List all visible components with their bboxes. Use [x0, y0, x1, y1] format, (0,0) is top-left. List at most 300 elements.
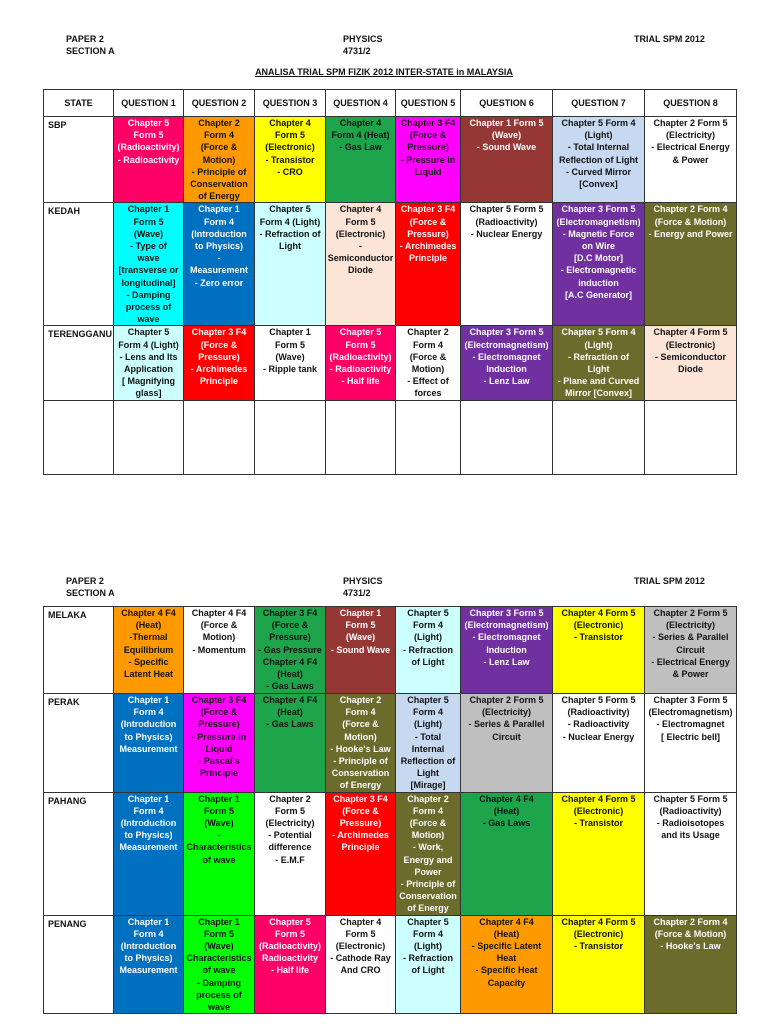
topic-cell [184, 117, 255, 203]
topic-line: - Archimedes [399, 241, 457, 252]
topic-line: induction [578, 277, 619, 288]
topic-line: (Electronic) [573, 805, 624, 816]
topic-cell [553, 117, 645, 203]
column-header-question-3: QUESTION 3 [255, 90, 326, 117]
topic-line: to Physics) [194, 241, 243, 252]
topic-cell [326, 915, 396, 1014]
topic-cell [396, 607, 461, 694]
topic-line: - Lenz Law [483, 376, 530, 387]
topic-line: [D.C Motor] [574, 253, 623, 264]
topic-line: Chapter 2 Form 4 [653, 204, 728, 215]
topic-line: - Refraction [402, 953, 453, 964]
topic-line: (Radioactivity) [659, 805, 722, 816]
topic-line: Heat [496, 953, 517, 964]
topic-cell [255, 400, 326, 474]
topic-cell [553, 400, 645, 474]
topic-line: Chapter 5 Form 5 [561, 695, 636, 705]
topic-line: - Electrical Energy [651, 656, 730, 667]
topic-line: - Transistor [573, 632, 623, 643]
topic-line: Chapter 1 [127, 793, 170, 804]
topic-line: (Force & [409, 818, 447, 829]
topic-line: Chapter 1 Form 5 [469, 118, 544, 128]
header-left [66, 33, 115, 57]
state-cell [44, 400, 114, 474]
topic-line: Chapter 5 Form 5 [469, 204, 544, 215]
header-center [343, 33, 383, 57]
table-row [44, 694, 737, 793]
topic-line: Form 5 [203, 805, 234, 816]
topic-line: Internal [411, 743, 445, 754]
topic-line: (Electronic) [573, 928, 624, 939]
topic-line: (Wave) [275, 351, 305, 362]
topic-line: Chapter 1 [198, 916, 240, 927]
topic-line: Chapter 3 F4 [333, 793, 388, 804]
topic-line: Conservation [190, 179, 248, 190]
topic-line: Chapter 5 Form 4 [561, 118, 636, 128]
header-paper: PAPER 2 [66, 34, 104, 44]
topic-line: - Sound Wave [330, 644, 391, 655]
topic-line: - CRO [277, 166, 303, 177]
topic-line: Chapter 4 Form 5 [561, 793, 636, 804]
topic-line: [A.C Generator] [564, 289, 632, 300]
topic-line: - Gas Laws [266, 719, 314, 730]
topic-line: Conservation [331, 768, 390, 779]
topic-line: Equilibrium [123, 644, 174, 655]
topic-line: Form 5 [274, 805, 305, 816]
topic-cell [184, 607, 255, 694]
topic-line: - Radioactivity [117, 154, 180, 165]
column-header-question-7: QUESTION 7 [553, 90, 645, 117]
analysis-table-1 [43, 89, 737, 475]
topic-line: glass] [135, 388, 162, 399]
topic-cell [645, 117, 737, 203]
topic-line: - Electromagnet [472, 632, 541, 643]
topic-line: Chapter 1 [198, 204, 240, 215]
topic-line: (Electromagnetism) [556, 216, 641, 227]
topic-line: Chapter 1 [127, 204, 170, 215]
topic-cell [114, 117, 184, 203]
table-row [44, 203, 737, 326]
topic-line: - Pressure in [191, 731, 247, 742]
topic-line: - Ripple tank [262, 364, 317, 375]
topic-line: Form 5 [274, 928, 305, 939]
topic-line: Form 4 [412, 620, 443, 631]
topic-line: - Radioactivity [567, 719, 630, 730]
header-left [66, 575, 115, 599]
topic-cell [255, 694, 326, 793]
topic-line: of wave [202, 854, 236, 865]
topic-line: Chapter 4 F4 [479, 916, 534, 927]
table-row [44, 400, 737, 474]
topic-line: -Thermal [129, 632, 168, 643]
topic-line: Measurement [119, 965, 178, 976]
topic-cell [645, 400, 737, 474]
topic-line: wave [137, 314, 160, 325]
topic-line: Form 4 [345, 707, 376, 718]
topic-line: - Archimedes [190, 364, 248, 375]
topic-line: Principle [341, 842, 380, 853]
topic-line: - Hooke's Law [330, 743, 391, 754]
topic-cell [114, 400, 184, 474]
topic-cell [645, 326, 737, 400]
topic-line: (Heat) [277, 669, 303, 680]
topic-cell [184, 694, 255, 793]
topic-line: Chapter 1 [127, 916, 170, 927]
topic-line: Chapter 2 Form 4 [653, 916, 728, 927]
topic-line: - Pressure in [400, 154, 456, 165]
topic-line: (Radioactivity) [258, 941, 321, 952]
topic-line: (Electronic) [335, 941, 386, 952]
topic-line: of wave [202, 965, 236, 976]
topic-line: Chapter 5 [339, 327, 382, 338]
topic-line: Chapter 4 F4 [262, 656, 318, 667]
topic-line: Chapter 3 F4 [400, 118, 456, 128]
topic-line: Reflection of [400, 756, 456, 767]
topic-line: - Principle of [191, 166, 247, 177]
topic-line: Chapter 2 Form 5 [653, 608, 728, 618]
topic-line: Induction [486, 364, 527, 375]
topic-line: Form 5 [203, 928, 234, 939]
topic-line: (Radioactivity) [329, 351, 392, 362]
topic-line: (Force & [409, 351, 447, 362]
topic-line: Chapter 5 [127, 118, 170, 128]
topic-line: Chapter 1 [127, 695, 170, 705]
topic-line: (Wave) [204, 941, 234, 952]
topic-line: Pressure) [339, 818, 382, 829]
topic-cell [645, 915, 737, 1014]
topic-cell [553, 607, 645, 694]
topic-line: Chapter 2 [198, 118, 240, 128]
topic-line: Application [124, 364, 173, 375]
topic-line: - Transistor [265, 154, 315, 165]
topic-line: Form 5 [345, 620, 376, 631]
topic-line: Form 5 [133, 130, 164, 141]
topic-cell [326, 694, 396, 793]
topic-cell [461, 915, 553, 1014]
topic-line: (Force & Motion) [654, 216, 727, 227]
topic-line: - Series & Parallel [652, 632, 729, 643]
topic-line: Measurement [119, 842, 178, 853]
topic-line: Diode [347, 265, 373, 276]
topic-line: process of [196, 989, 242, 1000]
page-2 [0, 520, 768, 1024]
topic-line: Chapter 4 [339, 118, 382, 128]
topic-line: Radioactivity [261, 953, 319, 964]
topic-line: Chapter 3 Form 5 [469, 327, 544, 338]
topic-line: - Semiconductor [654, 351, 726, 362]
topic-line: Measurement [189, 265, 249, 276]
topic-line: - Principle of [400, 879, 456, 890]
table-header-row [44, 90, 737, 117]
topic-line: Form 4 (Light) [259, 216, 321, 227]
topic-cell [461, 117, 553, 203]
topic-line: - Specific Latent [471, 941, 542, 952]
topic-line: process of [125, 302, 172, 313]
topic-line: - Half life [341, 376, 380, 387]
topic-line: (Electromagnetism) [464, 620, 549, 631]
topic-line: of Energy [407, 903, 449, 914]
analysis-table-2 [43, 606, 737, 1014]
topic-line: Motion) [202, 632, 236, 643]
topic-line: Form 4 [203, 130, 234, 141]
topic-cell [184, 203, 255, 326]
topic-line: - Specific [128, 656, 169, 667]
topic-line: - Radioisotopes [656, 818, 725, 829]
topic-line: - Nuclear Energy [470, 228, 543, 239]
topic-line: (Heat) [135, 620, 162, 631]
topic-line: Semiconductor [327, 253, 394, 264]
topic-line: Chapter 4 F4 [191, 608, 247, 618]
topic-line: - Damping [197, 977, 241, 988]
topic-line: (Light) [414, 719, 442, 730]
topic-line: Latent Heat [123, 669, 173, 680]
topic-line: (Radioactivity) [475, 216, 538, 227]
topic-line: [transverse or [118, 265, 179, 276]
header-code: 4731/2 [343, 46, 371, 56]
topic-cell [553, 203, 645, 326]
topic-cell [255, 792, 326, 915]
topic-line: Measurement [119, 743, 178, 754]
topic-line: Pressure) [407, 228, 449, 239]
topic-line: Form 4 (Heat) [331, 130, 390, 141]
state-cell: PENANG [44, 915, 114, 1014]
topic-line: to Physics) [124, 731, 173, 742]
topic-line: Form 5 [345, 928, 376, 939]
topic-line: Light [417, 768, 439, 779]
topic-line: - Refraction of [567, 351, 629, 362]
topic-line: - [359, 241, 362, 252]
topic-line: Chapter 3 F4 [191, 327, 247, 338]
topic-line: (Heat) [493, 928, 520, 939]
topic-line: (Electronic) [573, 620, 624, 631]
topic-line: Chapter 1 [339, 608, 382, 618]
topic-cell [396, 117, 461, 203]
topic-line: (Force & [409, 216, 447, 227]
topic-line: Form 5 [274, 339, 305, 350]
topic-line: (Electricity) [665, 130, 716, 141]
topic-line: Diode [677, 364, 703, 375]
state-cell: PAHANG [44, 792, 114, 915]
topic-line: Motion) [411, 364, 445, 375]
topic-line: - Lenz Law [483, 656, 530, 667]
topic-cell [461, 607, 553, 694]
topic-cell [255, 607, 326, 694]
topic-line: (Radioactivity) [567, 707, 630, 718]
topic-line: Chapter 2 [339, 695, 382, 705]
topic-line: Chapter 3 Form 5 [561, 204, 636, 215]
topic-cell [255, 117, 326, 203]
topic-line: to Physics) [124, 953, 173, 964]
topic-line: - Gas Laws [482, 818, 531, 829]
topic-line: - Energy and Power [648, 228, 733, 239]
topic-line: Pressure) [198, 351, 240, 362]
topic-line: - Effect of [407, 376, 449, 387]
topic-line: Chapter 4 [339, 916, 382, 927]
topic-line: (Heat) [493, 805, 520, 816]
topic-line: Chapter 2 Form 5 [653, 118, 728, 128]
topic-line: - Electromagnet [656, 719, 725, 730]
topic-line: (Electricity) [665, 620, 716, 631]
topic-cell [114, 607, 184, 694]
topic-line: forces [414, 388, 442, 399]
topic-line: Pressure) [269, 632, 311, 643]
topic-line: difference [268, 842, 312, 853]
topic-line: (Force & [342, 805, 379, 816]
topic-line: (Electromagnetism) [464, 339, 549, 350]
topic-line: Form 4 [133, 805, 164, 816]
topic-cell [396, 400, 461, 474]
topic-line: Principle [199, 376, 238, 387]
topic-line: of Energy [198, 191, 240, 202]
topic-line: wave [137, 253, 160, 264]
topic-cell [461, 203, 553, 326]
topic-line: Chapter 5 [269, 916, 311, 927]
topic-line: wave [207, 1002, 231, 1013]
topic-line: Chapter 4 F4 [262, 695, 318, 705]
topic-line: - Work, [412, 842, 444, 853]
topic-cell [255, 326, 326, 400]
topic-cell [326, 792, 396, 915]
state-cell: PERAK [44, 694, 114, 793]
topic-cell [114, 203, 184, 326]
topic-cell [114, 792, 184, 915]
topic-line: - Electromagnet [472, 351, 541, 362]
topic-line: of Energy [339, 780, 382, 791]
topic-line: Circuit [492, 731, 521, 742]
topic-line: Reflection of Light [559, 154, 638, 165]
topic-line: Form 4 [412, 928, 443, 939]
table-row [44, 915, 737, 1014]
topic-line: Liquid [205, 743, 233, 754]
column-header-question-5: QUESTION 5 [396, 90, 461, 117]
topic-cell [184, 400, 255, 474]
topic-line: (Force & [342, 719, 379, 730]
topic-line: Chapter 5 Form 4 [561, 327, 636, 338]
topic-line: of Light [411, 656, 445, 667]
topic-cell [396, 694, 461, 793]
topic-line: Form 5 [345, 216, 376, 227]
topic-line: (Electromagnetism) [648, 707, 733, 718]
topic-line: Form 4 [412, 339, 443, 350]
header-section: SECTION A [66, 46, 115, 56]
state-cell: SBP [44, 117, 114, 203]
topic-line: - Refraction of [259, 228, 321, 239]
topic-line: - Damping [126, 289, 171, 300]
column-header-question-4: QUESTION 4 [326, 90, 396, 117]
topic-cell [326, 117, 396, 203]
topic-line: Energy and [403, 854, 453, 865]
topic-line: - Electrical Energy [651, 142, 730, 153]
topic-line: to Physics) [124, 830, 173, 841]
topic-line: [Convex] [579, 179, 618, 190]
topic-line: Chapter 2 Form 5 [469, 695, 544, 705]
topic-line: (Wave) [345, 632, 376, 643]
topic-line: - Cathode Ray [330, 953, 391, 964]
topic-line: Chapter 5 [269, 204, 311, 215]
topic-cell [255, 203, 326, 326]
column-header-question-6: QUESTION 6 [461, 90, 553, 117]
topic-cell [255, 915, 326, 1014]
topic-line: (Radioactivity) [117, 142, 180, 153]
topic-line: Form 5 [274, 130, 305, 141]
topic-line: Form 5 [345, 339, 376, 350]
topic-line: & Power [672, 669, 709, 680]
topic-cell [326, 203, 396, 326]
topic-line: longitudinal] [121, 277, 176, 288]
topic-line: Form 4 (Light) [118, 339, 179, 350]
page-title: ANALISA TRIAL SPM FIZIK 2012 INTER-STATE in MALAYSIA [255, 67, 513, 77]
topic-line: Form 4 [133, 928, 164, 939]
topic-cell [461, 400, 553, 474]
topic-cell [461, 694, 553, 793]
topic-line: Form 4 [412, 707, 443, 718]
topic-line: Chapter 5 [407, 608, 449, 618]
topic-cell [326, 607, 396, 694]
topic-line: - Momentum [192, 644, 246, 655]
topic-line: - Radioactivity [329, 364, 392, 375]
topic-line: (Wave) [204, 818, 234, 829]
column-header-state: STATE [44, 90, 114, 117]
topic-line: Liquid [414, 166, 442, 177]
topic-line: Chapter 5 [407, 916, 449, 927]
topic-line: (Force & [200, 707, 238, 718]
topic-line: - Type of [130, 241, 167, 252]
topic-line: - [217, 253, 221, 264]
topic-line: of Light [411, 965, 445, 976]
topic-line: Principle [408, 253, 447, 264]
topic-line: - Archimedes [332, 830, 389, 841]
topic-cell [114, 326, 184, 400]
topic-cell [184, 792, 255, 915]
topic-line: - Sound Wave [476, 142, 537, 153]
topic-line: Motion) [202, 154, 236, 165]
topic-line: Pressure) [198, 719, 240, 730]
topic-cell [184, 915, 255, 1014]
topic-cell [553, 915, 645, 1014]
topic-line: (Electronic) [665, 339, 716, 350]
topic-line: Induction [486, 644, 527, 655]
topic-line: - Pascal's [198, 756, 240, 767]
topic-line: (Electronic) [265, 142, 315, 153]
topic-line: - Potential [268, 830, 312, 841]
header-subject: PHYSICS [343, 34, 383, 44]
topic-cell [326, 326, 396, 400]
topic-line: - Gas Law [339, 142, 382, 153]
topic-line: (Light) [584, 339, 613, 350]
topic-line: (Force & [409, 130, 447, 141]
header-subject: PHYSICS [343, 576, 383, 586]
topic-line: Mirror [Convex] [564, 388, 632, 399]
column-header-question-8: QUESTION 8 [645, 90, 737, 117]
topic-cell [184, 326, 255, 400]
topic-line: Chapter 5 [407, 695, 449, 705]
topic-line: Chapter 4 F4 [121, 608, 176, 618]
topic-line: on Wire [582, 241, 615, 252]
topic-line: - Half life [270, 965, 309, 976]
header-center [343, 575, 383, 599]
topic-line: (Introduction [120, 941, 177, 952]
topic-cell [553, 326, 645, 400]
topic-line: (Heat) [277, 707, 303, 718]
topic-line: (Force & [200, 142, 238, 153]
topic-line: Principle [199, 768, 238, 779]
topic-line: Chapter 3 Form 5 [653, 695, 728, 705]
topic-line: - Refraction [402, 644, 453, 655]
header-right [634, 33, 705, 45]
topic-line: Power [414, 866, 442, 877]
topic-line: (Light) [414, 632, 442, 643]
topic-cell [553, 694, 645, 793]
